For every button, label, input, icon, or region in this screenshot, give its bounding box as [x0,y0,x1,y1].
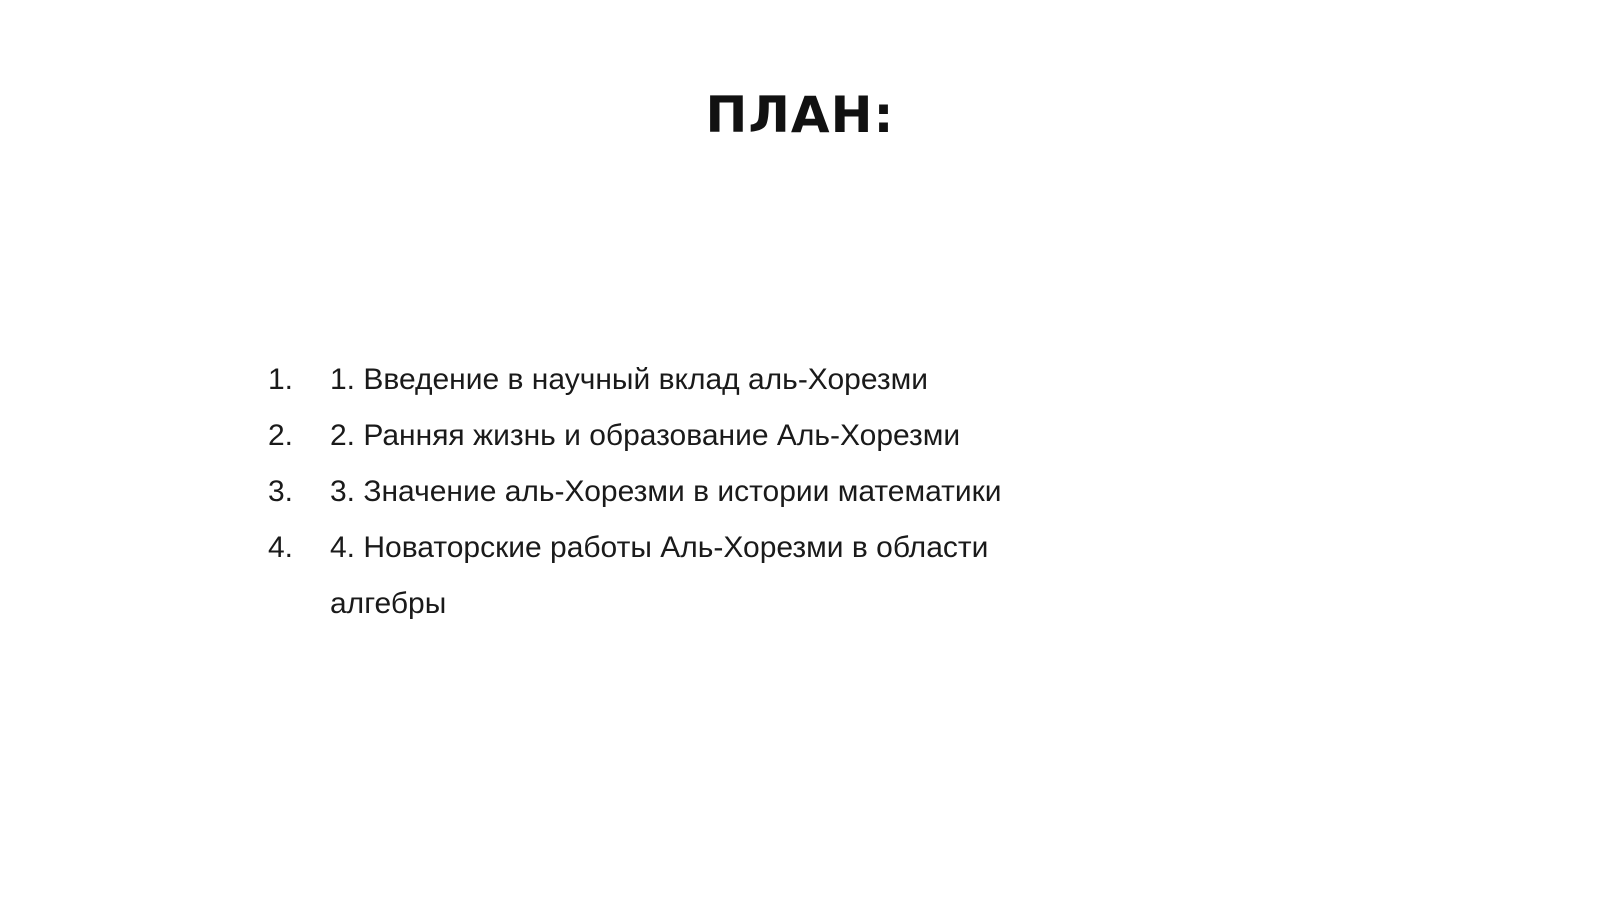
list-item-text: 2. Ранняя жизнь и образование Аль-Хорезми [330,419,961,452]
list-item-number: 4. [268,531,294,564]
plan-list [268,352,1048,632]
list-item-text: 3. Значение аль-Хорезми в истории математики [330,475,1002,508]
list-item [268,464,1048,520]
list-item-number: 1. [268,363,294,396]
list-item-number: 3. [268,475,294,508]
list-item-number: 2. [268,419,294,452]
slide-title: ПЛАН: [705,86,895,144]
list-item [268,408,1048,464]
list-item-text: 1. Введение в научный вклад аль-Хорезми [330,363,929,396]
list-item [268,520,1048,632]
list-item [268,352,1048,408]
list-item-text: 4. Новаторские работы Аль-Хорезми в области алгебры [330,531,989,620]
